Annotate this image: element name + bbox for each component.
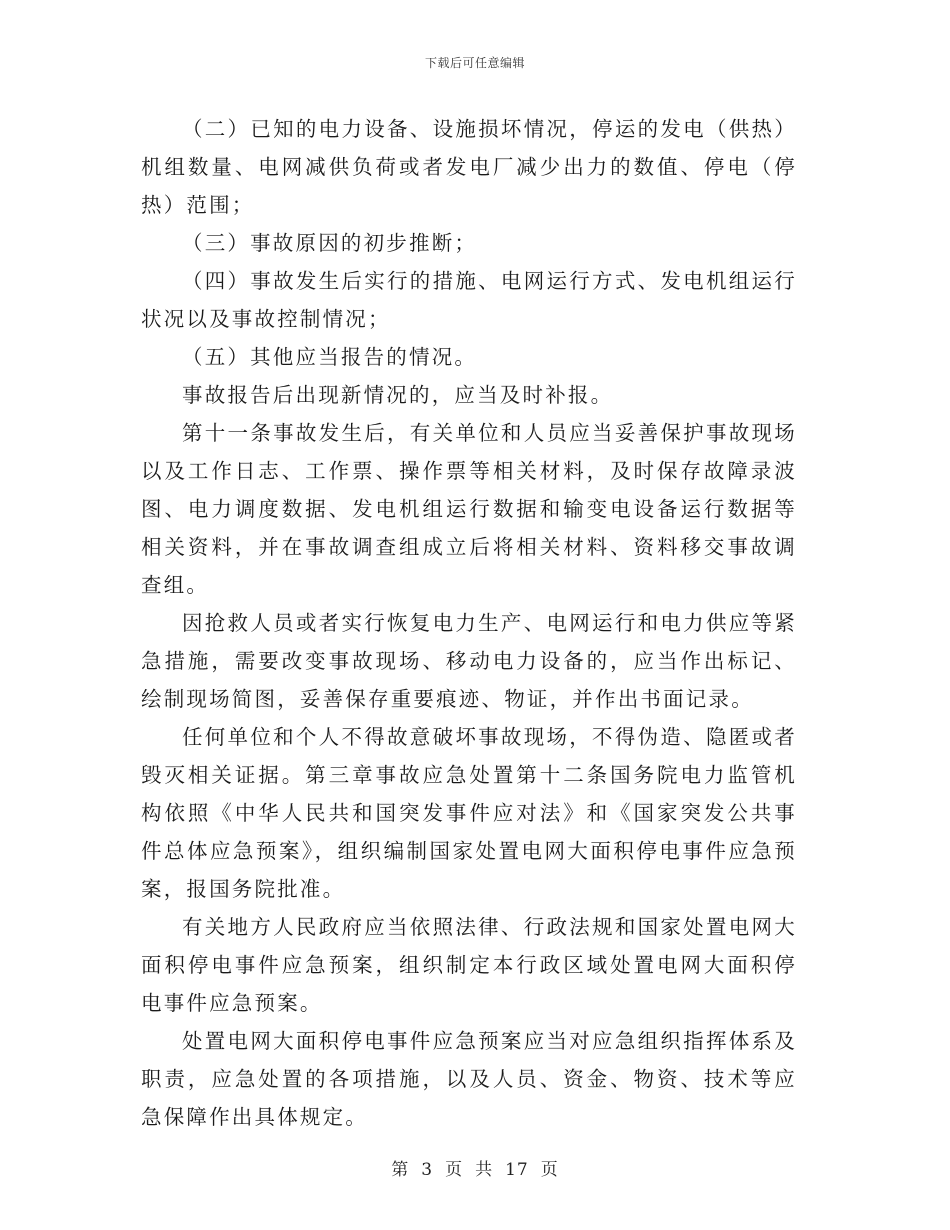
paragraph-item-3: （三）事故原因的初步推断； — [182, 231, 478, 255]
paragraph-item-4: （四）事故发生后实行的措施、电网运行方式、发电机组运行状况以及事故控制情况； — [141, 269, 797, 331]
paragraph-item-2: （二）已知的电力设备、设施损坏情况，停运的发电（供热）机组数量、电网减供负荷或者发电厂减少出力的数值、停电（停热）范围； — [141, 117, 797, 217]
footer-suffix: 页 — [540, 1160, 559, 1180]
document-body — [141, 110, 797, 1136]
paragraph-article-12: 任何单位和个人不得故意破坏事故现场，不得伪造、隐匿或者毁灭相关证据。第三章事故应急处置第十二条国务院电力监管机构依照《中华人民共和国突发事件应对法》和《国家突发公共事件总体应急预案》，组织编制国家处置电网大面积停电事件应急预案，报国务院批准。 — [141, 725, 797, 901]
paragraph-item-5: （五）其他应当报告的情况。 — [182, 345, 478, 369]
total-page-count: 17 — [505, 1160, 529, 1180]
footer-page-label: 页 — [445, 1160, 464, 1180]
paragraph-plan-requirements: 处置电网大面积停电事件应急预案应当对应急组织指挥体系及职责，应急处置的各项措施，以及人员、资金、物资、技术等应急保障作出具体规定。 — [141, 1029, 797, 1129]
current-page-number: 3 — [421, 1160, 434, 1180]
page-footer — [0, 1155, 950, 1180]
paragraph-supplementary-report: 事故报告后出现新情况的，应当及时补报。 — [182, 383, 614, 407]
footer-total-label: 共 — [475, 1160, 494, 1180]
paragraph-article-11: 第十一条事故发生后，有关单位和人员应当妥善保护事故现场以及工作日志、工作票、操作票等相关材料，及时保存故障录波图、电力调度数据、发电机组运行数据和输变电设备运行数据等相关资料，并在事故调查组成立后将相关材料、资料移交事故调查组。 — [141, 421, 797, 597]
paragraph-local-government: 有关地方人民政府应当依照法律、行政法规和国家处置电网大面积停电事件应急预案，组织制定本行政区域处置电网大面积停电事件应急预案。 — [141, 915, 797, 1015]
paragraph-emergency-measures: 因抢救人员或者实行恢复电力生产、电网运行和电力供应等紧急措施，需要改变事故现场、移动电力设备的，应当作出标记、绘制现场简图，妥善保存重要痕迹、物证，并作出书面记录。 — [141, 611, 797, 711]
footer-prefix: 第 — [391, 1160, 410, 1180]
page-header: 下载后可任意编辑 — [424, 56, 525, 70]
